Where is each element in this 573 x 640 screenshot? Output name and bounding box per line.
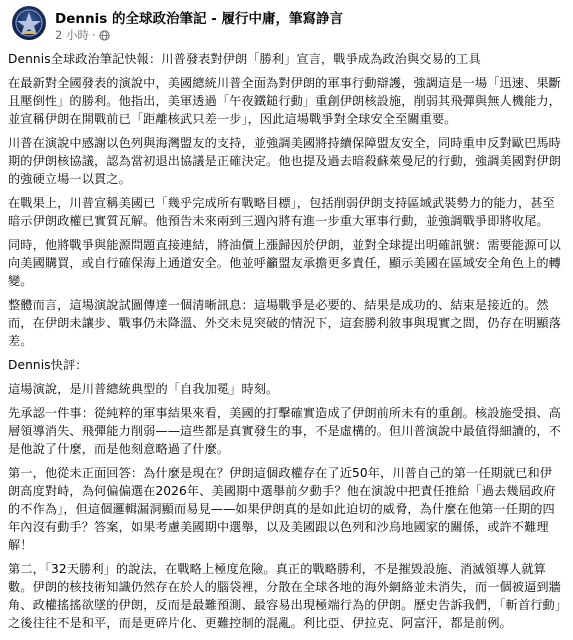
post-paragraph: 第一，他從未正面回答：為什麼是現在？伊朗這個政權存在了近50年，川普自己的第一任期就已和伊朗高度對峙，為何偏偏選在2026年、美國期中選舉前夕動手？他在演說中把責任推給「過去幾屆政府的不作為」，但這個邏輯漏洞顯而易見——如果伊朗真的是如此迫切的威脅，為什麼在他第一任期的四年內沒有動手？答案，如果考慮美國期中選舉，以及美國跟以色列和沙烏地國家的關係，或許不難理解！ (8, 466, 556, 552)
post-paragraph: 同時，他將戰爭與能源問題直接連結，將油價上漲歸因於伊朗，並對全球提出明確訊號：需要能源可以向美國購買，或自行確保海上通道安全。他並呼籲盟友承擔更多責任，顯示美國在區域安全角色上的轉變。 (8, 238, 561, 288)
meta-separator: · (91, 28, 96, 42)
page-avatar[interactable] (12, 6, 46, 40)
post-paragraph: 第二，「32天勝利」的說法，在戰略上極度危險。真正的戰略勝利，不是摧毀設施、消滅領導人就算數。伊朗的核技術知識仍然存在於人的腦袋裡，分散在全球各地的海外網絡並未消失，而一個被逼到牆角、政權搖搖欲墜的伊朗，反而是最難預測、最容易出現極端行為的伊朗。歷史告訴我們，「斬首行動」之後往往不是和平，而是更碎片化、更難控制的混亂。利比亞、伊拉克、阿富汗，都是前例。 (8, 562, 562, 630)
avatar-emblem-icon (12, 6, 46, 40)
post-meta (55, 27, 110, 43)
page-name-link[interactable]: Dennis 的全球政治筆記 - 履行中庸，筆寫諍言 (55, 11, 343, 27)
post-paragraph: 在最新對全國發表的演說中，美國總統川普全面為對伊朗的軍事行動辯護，強調這是一場「迅速、果斷且壓倒性」的勝利。他指出，美軍透過「午夜鐵鎚行動」重創伊朗核設施，削弱其飛彈與無人機能力，並宣稱伊朗在開戰前已「距離核武只差一步」，因此這場戰爭對全球安全至關重要。 (8, 76, 561, 126)
post-paragraph: 川普在演說中感謝以色列與海灣盟友的支持，並強調美國將持續保障盟友安全，同時重申反對歐巴馬時期的伊朗核協議，認為當初退出協議是正確決定。他也提及過去暗殺蘇萊曼尼的行動，強調美國對伊朗的強硬立場一以貫之。 (8, 136, 561, 186)
post-body (8, 50, 564, 638)
post-paragraph: Dennis全球政治筆記快報：川普發表對伊朗「勝利」宣言，戰爭成為政治與交易的工具 (8, 52, 481, 66)
post-paragraph: 在戰果上，川普宣稱美國已「幾乎完成所有戰略目標」，包括削弱伊朗支持區域武裝勢力的能力，甚至暗示伊朗政權已實質瓦解。他預告未來兩到三週內將有進一步重大軍事行動，並強調戰爭即將收尾。 (8, 196, 555, 228)
post-paragraph: 這場演說，是川普總統典型的「自我加冕」時刻。 (8, 382, 279, 396)
post-paragraph: Dennis快評： (8, 358, 88, 372)
post-paragraph: 整體而言，這場演說試圖傳達一個清晰訊息：這場戰爭是必要的、結果是成功的、結束是接近的。然而，在伊朗未讓步、戰事仍未降溫、外交未見突破的情況下，這套勝利敘事與現實之間，仍存在明顯落差。 (8, 298, 561, 348)
post-time[interactable]: 2 小時 (55, 28, 89, 42)
globe-icon[interactable] (99, 30, 110, 41)
post-paragraph: 先承認一件事：從純粹的軍事結果來看，美國的打擊確實造成了伊朗前所未有的重創。核設施受損、高層領導消失、飛彈能力削弱——這些都是真實發生的事，不是虛構的。但川普演說中最值得細讀的，不是他說了什麼，而是他刻意略過了什麼。 (8, 406, 561, 456)
post-header (0, 0, 573, 46)
